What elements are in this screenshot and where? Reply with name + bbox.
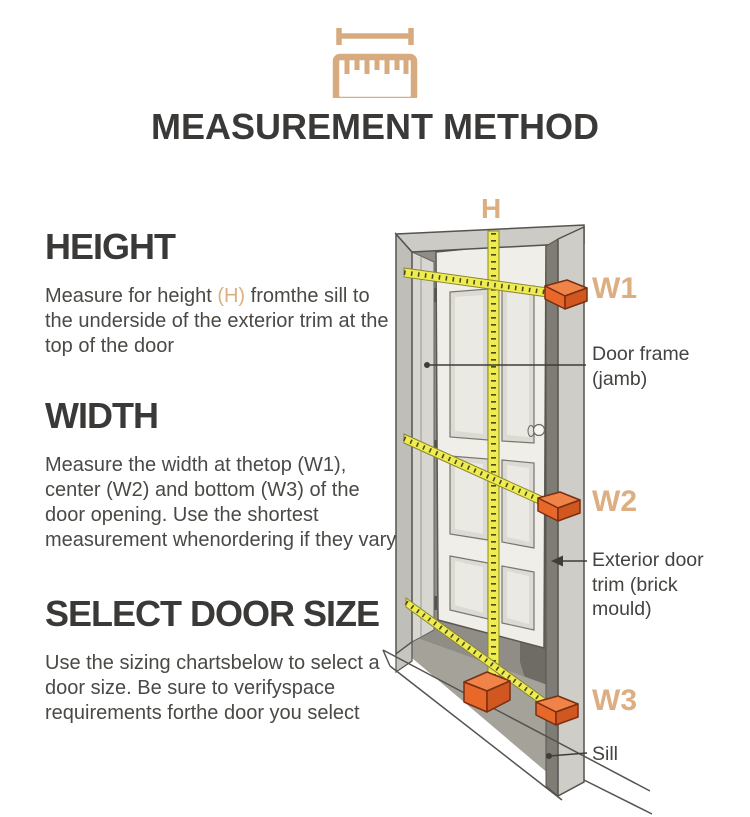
measuring-tape-height [488,231,499,690]
height-h-token: (H) [217,285,246,307]
label-height-h: H [481,193,502,224]
callout-door-frame-jamb: Door frame (jamb) [592,343,690,390]
section-width [45,395,401,553]
label-width-w1: W1 [592,272,637,305]
width-heading: WIDTH [45,395,158,436]
page-title: MEASUREMENT METHOD [151,106,599,147]
ruler-icon [328,26,422,103]
callout-exterior-door-trim: Exterior door trim (brick mould) [592,549,704,620]
width-description: Measure the width at thetop (W1), center (W2) and bottom (W3) of the door opening. Use the shortest measurement whenordering if they vary [45,454,397,551]
label-width-w2: W2 [592,485,637,518]
select-door-size-description: Use the sizing chartsbelow to select a door size. Be sure to verifyspace requirements forthe door you select [45,652,380,724]
section-height [45,226,401,359]
label-width-w3: W3 [592,684,637,717]
height-description: Measure for height (H) fromthe sill to the underside of the exterior trim at the top of the door [45,285,389,357]
height-heading: HEIGHT [45,226,176,267]
door-knob [528,425,545,437]
select-door-size-heading: SELECT DOOR SIZE [45,593,380,634]
section-select-door-size [45,593,401,726]
callout-sill: Sill [592,743,619,765]
